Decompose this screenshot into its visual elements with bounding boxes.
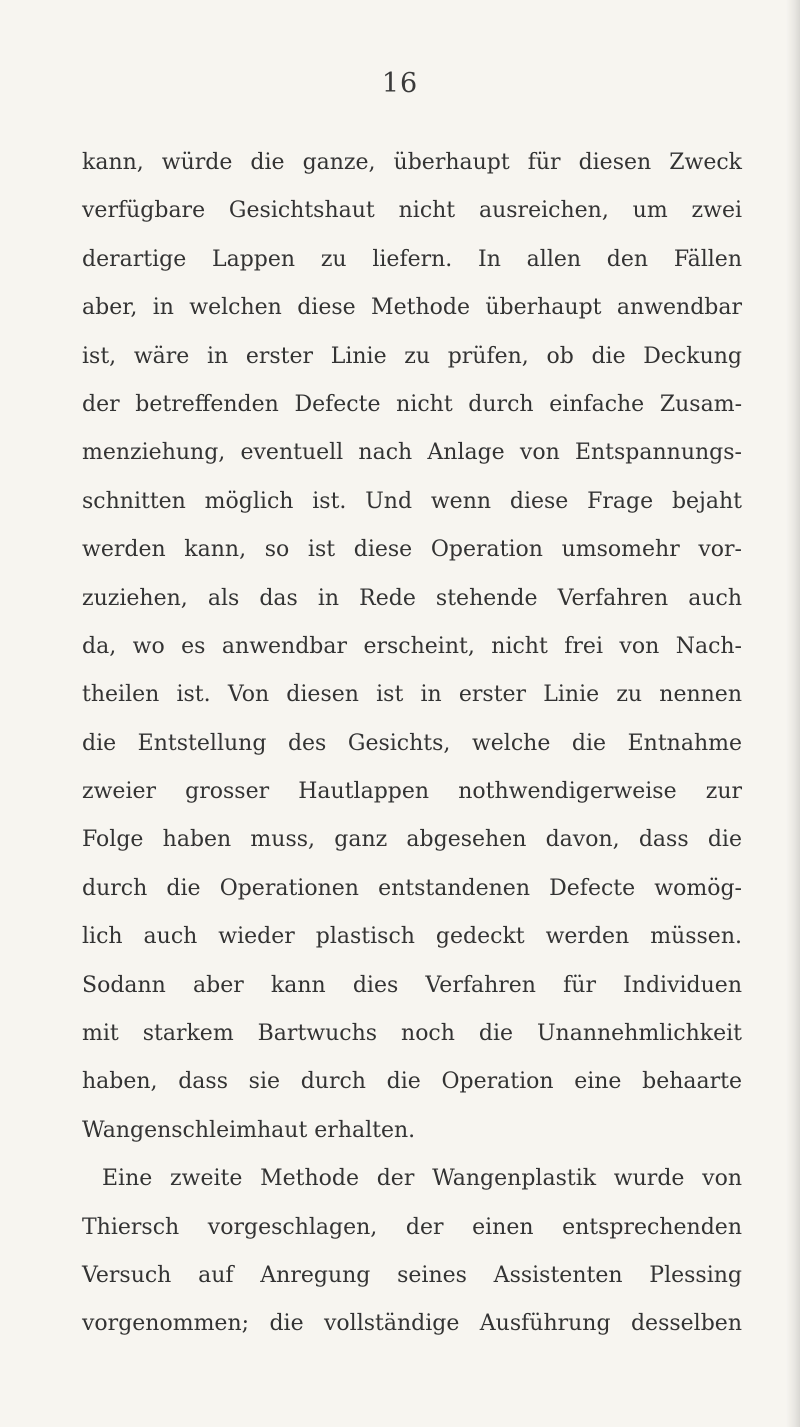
text-line: durch die Operationen entstandenen Defecte womög- [82, 875, 742, 901]
text-line: theilen ist. Von diesen ist in erster Linie zu nennen [82, 682, 742, 708]
text-line: haben, dass sie durch die Operation eine behaarte [82, 1069, 742, 1095]
text-line: derartige Lappen zu liefern. In allen den Fällen [82, 246, 742, 272]
text-line: zuziehen, als das in Rede stehende Verfahren auch [82, 585, 742, 611]
text-line: zweier grosser Hautlappen nothwendigerweise zur [82, 779, 742, 805]
text-line: Sodann aber kann dies Verfahren für Individuen [82, 972, 742, 998]
text-line: aber, in welchen diese Methode überhaupt anwendbar [82, 295, 742, 321]
page-number: 16 [381, 68, 419, 99]
text-line: Thiersch vorgeschlagen, der einen entsprechenden [82, 1214, 742, 1240]
paragraph-end-line: Wangenschleimhaut erhalten. [82, 1117, 416, 1143]
text-line: mit starkem Bartwuchs noch die Unannehmlichkeit [82, 1021, 742, 1047]
text-line: Versuch auf Anregung seines Assistenten Plessing [82, 1262, 742, 1288]
text-line: verfügbare Gesichtshaut nicht ausreichen, um zwei [82, 198, 742, 224]
page-edge-shadow [786, 0, 800, 1427]
text-line: Folge haben muss, ganz abgesehen davon, dass die [82, 827, 742, 853]
text-line: ist, wäre in erster Linie zu prüfen, ob die Deckung [82, 343, 742, 369]
text-line: werden kann, so ist diese Operation umsomehr vor- [82, 537, 742, 563]
text-line: menziehung, eventuell nach Anlage von Entspannungs- [82, 440, 742, 466]
text-line: die Entstellung des Gesichts, welche die Entnahme [82, 730, 742, 756]
text-line: vorgenommen; die vollständige Ausführung desselben [82, 1311, 742, 1337]
text-line: lich auch wieder plastisch gedeckt werden müssen. [82, 924, 742, 950]
text-line: schnitten möglich ist. Und wenn diese Frage bejaht [82, 488, 742, 514]
body-text [82, 139, 742, 1349]
text-line: kann, würde die ganze, überhaupt für diesen Zweck [82, 150, 742, 175]
text-line: der betreffenden Defecte nicht durch einfache Zusam- [82, 391, 742, 417]
paragraph-start-line: Eine zweite Methode der Wangenplastik wurde von [102, 1166, 742, 1192]
text-line: da, wo es anwendbar erscheint, nicht frei von Nach- [82, 633, 742, 659]
